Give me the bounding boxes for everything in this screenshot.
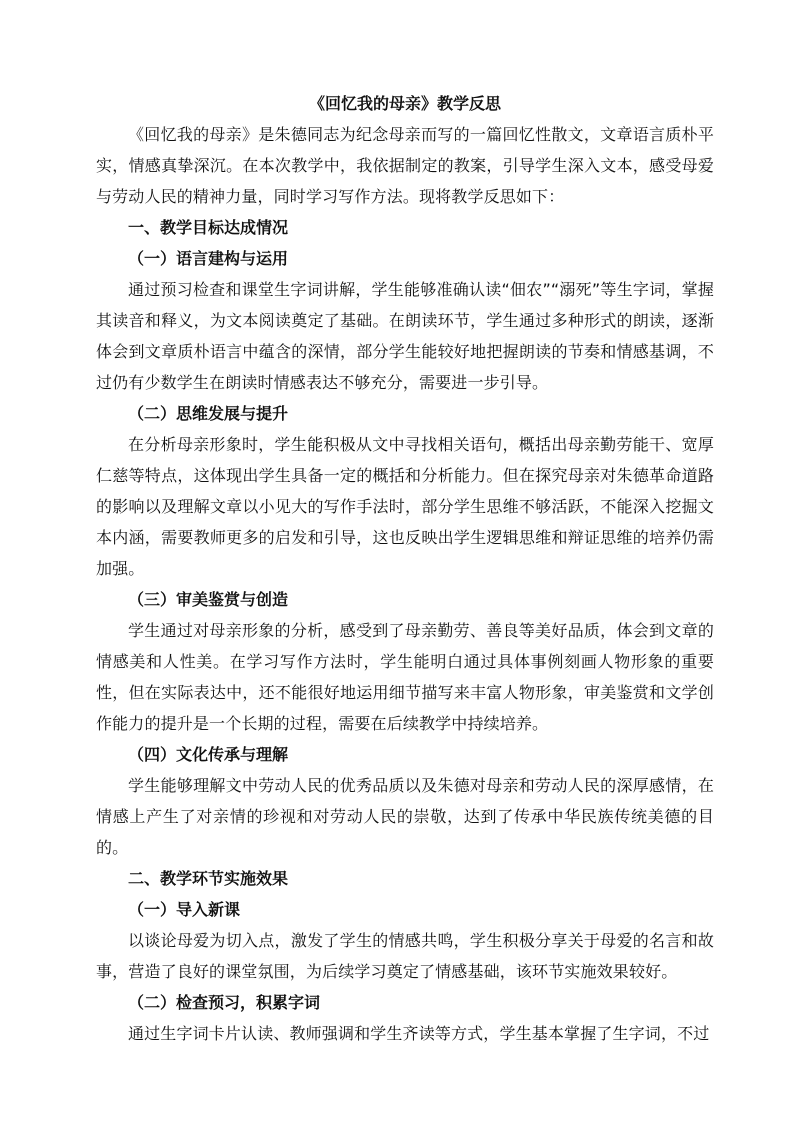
subheading-culture: （四）文化传承与理解	[128, 745, 289, 764]
paragraph-thinking: 在分析母亲形象时，学生能积极从文中寻找相关语句，概括出母亲勤劳能干、宽厚仁慈等特点，这体现出学生具备一定的概括和分析能力。但在探究母亲对朱德革命道路的影响以及理解文章以小见大的写作手法时，部分学生思维不够活跃，不能深入挖掘文本内涵，需要教师更多的启发和引导，这也反映出学生逻辑思维和辩证思维的培养仍需加强。	[96, 435, 714, 578]
section-heading-steps: 二、教学环节实施效果	[128, 869, 289, 888]
intro-paragraph: 《回忆我的母亲》是朱德同志为纪念母亲而写的一篇回忆性散文，文章语言质朴平实，情感真挚深沉。在本次教学中，我依据制定的教案，引导学生深入文本，感受母爱与劳动人民的精神力量，同时学习写作方法。现将教学反思如下：	[96, 125, 714, 206]
subheading-language: （一）语言建构与运用	[128, 249, 289, 268]
paragraph-aesthetics: 学生通过对母亲形象的分析，感受到了母亲勤劳、善良等美好品质，体会到文章的情感美和人性美。在学习写作方法时，学生能明白通过具体事例刻画人物形象的重要性，但在实际表达中，还不能很好地运用细节描写来丰富人物形象，审美鉴赏和文学创作能力的提升是一个长期的过程，需要在后续教学中持续培养。	[96, 621, 714, 733]
paragraph-culture: 学生能够理解文中劳动人民的优秀品质以及朱德对母亲和劳动人民的深厚感情，在情感上产生了对亲情的珍视和对劳动人民的崇敬，达到了传承中华民族传统美德的目的。	[96, 776, 714, 857]
document-title: 《回忆我的母亲》教学反思	[308, 94, 501, 113]
paragraph-preview: 通过生字词卡片认读、教师强调和学生齐读等方式，学生基本掌握了生字词，不过	[128, 1024, 710, 1043]
subheading-thinking: （二）思维发展与提升	[128, 404, 289, 423]
subheading-aesthetics: （三）审美鉴赏与创造	[128, 590, 289, 609]
subheading-preview: （二）检查预习，积累字词	[128, 993, 321, 1012]
section-heading-goals: 一、教学目标达成情况	[128, 218, 289, 237]
paragraph-language: 通过预习检查和课堂生字词讲解，学生能够准确认读“佃农”“溺死”等生字词，掌握其读音和释义，为文本阅读奠定了基础。在朗读环节，学生通过多种形式的朗读，逐渐体会到文章质朴语言中蕴含的深情，部分学生能较好地把握朗读的节奏和情感基调，不过仍有少数学生在朗读时情感表达不够充分，需要进一步引导。	[96, 280, 714, 392]
paragraph-intro-lesson: 以谈论母爱为切入点，激发了学生的情感共鸣，学生积极分享关于母爱的名言和故事，营造了良好的课堂氛围，为后续学习奠定了情感基础，该环节实施效果较好。	[96, 931, 714, 981]
subheading-intro-lesson: （一）导入新课	[128, 900, 241, 919]
document-page	[96, 88, 714, 1049]
